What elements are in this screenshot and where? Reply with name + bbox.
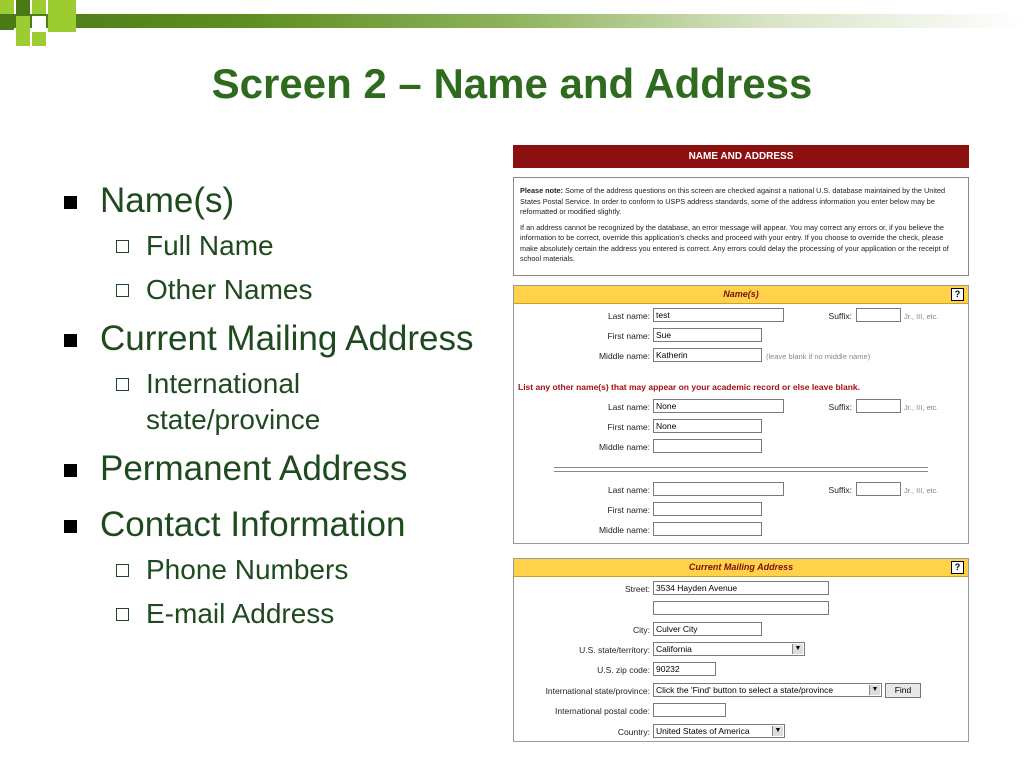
last-name-row [514, 399, 968, 415]
field-label: First name: [607, 331, 650, 341]
hollow-square-icon [116, 608, 129, 621]
header-square [48, 0, 76, 32]
street2-input[interactable] [653, 601, 829, 615]
notice-text: Some of the address questions on this screen are checked against a national U.S. database maintained by the United States Postal Service. In order to conform to USPS address standards, some of the address information you enter below may be reformatted or modified slightly. [520, 186, 946, 216]
field-label: U.S. state/territory: [579, 645, 650, 655]
intl-postal-row [514, 703, 968, 719]
header-band [0, 14, 1024, 28]
sub-bullet-item [62, 596, 482, 632]
intl-state-select[interactable] [653, 683, 882, 697]
hollow-square-icon [116, 240, 129, 253]
other-middle-name-input[interactable] [653, 439, 762, 453]
field-label: Suffix: [828, 485, 852, 495]
city-row [514, 622, 968, 638]
bullet-text: Contact Information [100, 505, 406, 544]
section-title: Current Mailing Address [688, 562, 794, 572]
notice-box [513, 177, 969, 276]
country-row [514, 724, 968, 740]
last-name-row [514, 308, 968, 324]
section-title: Name(s) [723, 289, 759, 299]
last-name-input[interactable]: test [653, 308, 784, 322]
street-input[interactable]: 3534 Hayden Avenue [653, 581, 829, 595]
state-value: California [656, 644, 692, 654]
find-button[interactable]: Find [885, 683, 921, 698]
sub-bullet-item [62, 552, 482, 588]
dropdown-arrow-icon[interactable]: ▼ [772, 726, 783, 736]
dropdown-arrow-icon[interactable]: ▼ [792, 644, 803, 654]
sub-bullet-item [62, 272, 482, 308]
intl-state-value: Click the 'Find' button to select a state/province [656, 685, 834, 695]
sub-bullet-item [62, 366, 482, 438]
field-label: Last name: [607, 485, 650, 495]
bullet-square-icon [64, 196, 77, 209]
bullet-text: Permanent Address [100, 449, 408, 488]
last-name-row [514, 482, 968, 498]
middle-name-row [514, 522, 968, 538]
header-square [0, 16, 14, 30]
zip-input[interactable]: 90232 [653, 662, 716, 676]
sub-bullet-text: Phone Numbers [146, 554, 349, 585]
field-label: Last name: [607, 402, 650, 412]
field-label: International postal code: [555, 706, 650, 716]
mailing-address-section [513, 558, 969, 742]
sub-bullet-text: Other Names [146, 274, 313, 305]
field-label: Last name: [607, 311, 650, 321]
field-label: Country: [617, 727, 650, 737]
bullet-list [62, 178, 482, 640]
first-name-row [514, 328, 968, 344]
middle-name-input[interactable]: Katherin [653, 348, 762, 362]
bullet-square-icon [64, 464, 77, 477]
field-label: Middle name: [598, 442, 650, 452]
sub-bullet-text: E-mail Address [146, 598, 335, 629]
sub-bullet-item [62, 228, 482, 264]
field-label: Suffix: [828, 311, 852, 321]
form-banner: NAME AND ADDRESS [513, 145, 969, 168]
header-square [0, 0, 14, 14]
sub-bullet-text: International state/province [146, 368, 321, 435]
street2-row [514, 601, 968, 617]
header-square [32, 32, 46, 46]
header-square [16, 0, 30, 14]
header-square [32, 0, 46, 14]
bullet-square-icon [64, 520, 77, 533]
field-label: Middle name: [598, 351, 650, 361]
field-label: U.S. zip code: [597, 665, 650, 675]
field-label: Suffix: [828, 402, 852, 412]
field-label: Middle name: [598, 525, 650, 535]
notice-lead: Please note: [520, 186, 563, 195]
bullet-text: Current Mailing Address [100, 319, 474, 358]
section-header [514, 286, 968, 304]
first-name-input[interactable]: Sue [653, 328, 762, 342]
first-name-row [514, 502, 968, 518]
intl-postal-input[interactable] [653, 703, 726, 717]
bullet-item [62, 178, 482, 224]
other2-first-name-input[interactable] [653, 502, 762, 516]
slide-title: Screen 2 – Name and Address [211, 60, 813, 107]
bullet-text: Name(s) [100, 181, 235, 220]
bullet-item [62, 502, 482, 548]
state-select[interactable] [653, 642, 805, 656]
country-select[interactable] [653, 724, 785, 738]
field-label: Street: [624, 584, 650, 594]
suffix-hint: Jr., III, etc. [904, 312, 939, 321]
header-square [32, 16, 46, 30]
other2-middle-name-input[interactable] [653, 522, 762, 536]
hollow-square-icon [116, 378, 129, 391]
bullet-item [62, 446, 482, 492]
bullet-square-icon [64, 334, 77, 347]
header-square [16, 16, 30, 46]
section-header [514, 559, 968, 577]
other-first-name-input[interactable]: None [653, 419, 762, 433]
city-input[interactable]: Culver City [653, 622, 762, 636]
help-icon[interactable]: ? [951, 561, 964, 574]
middle-name-row [514, 439, 968, 455]
other-names-prompt: List any other name(s) that may appear on your academic record or else leave blank. [518, 382, 861, 392]
bullet-item [62, 316, 482, 362]
street-row [514, 581, 968, 597]
field-label: City: [633, 625, 650, 635]
state-row [514, 642, 968, 658]
other-suffix-input[interactable] [856, 399, 901, 413]
hollow-square-icon [116, 564, 129, 577]
other2-suffix-input[interactable] [856, 482, 901, 496]
help-icon[interactable]: ? [951, 288, 964, 301]
notice-text-2: If an address cannot be recognized by the database, an error message will appear. You may correct any errors or, if you believe the information to be correct, override this application's checks and proceed with your entry. If you choose to override the check, please make absolutely certain the address you entered is correct. Any errors could delay the processing of your application or the receipt of school materials. [520, 222, 949, 263]
hollow-square-icon [116, 284, 129, 297]
suffix-input[interactable] [856, 308, 901, 322]
middle-name-row [514, 348, 968, 364]
field-label: First name: [607, 422, 650, 432]
country-value: United States of America [656, 726, 750, 736]
suffix-hint: Jr., III, etc. [904, 403, 939, 412]
middle-hint: (leave blank if no middle name) [766, 352, 871, 361]
names-section [513, 285, 969, 544]
other-last-name-input[interactable]: None [653, 399, 784, 413]
intl-state-row [514, 683, 968, 699]
zip-row [514, 662, 968, 678]
field-label: First name: [607, 505, 650, 515]
divider [554, 467, 928, 472]
dropdown-arrow-icon[interactable]: ▼ [869, 685, 880, 695]
sub-bullet-text: Full Name [146, 230, 274, 261]
field-label: International state/province: [545, 686, 650, 696]
suffix-hint: Jr., III, etc. [904, 486, 939, 495]
first-name-row [514, 419, 968, 435]
notice-paragraph [520, 186, 962, 218]
